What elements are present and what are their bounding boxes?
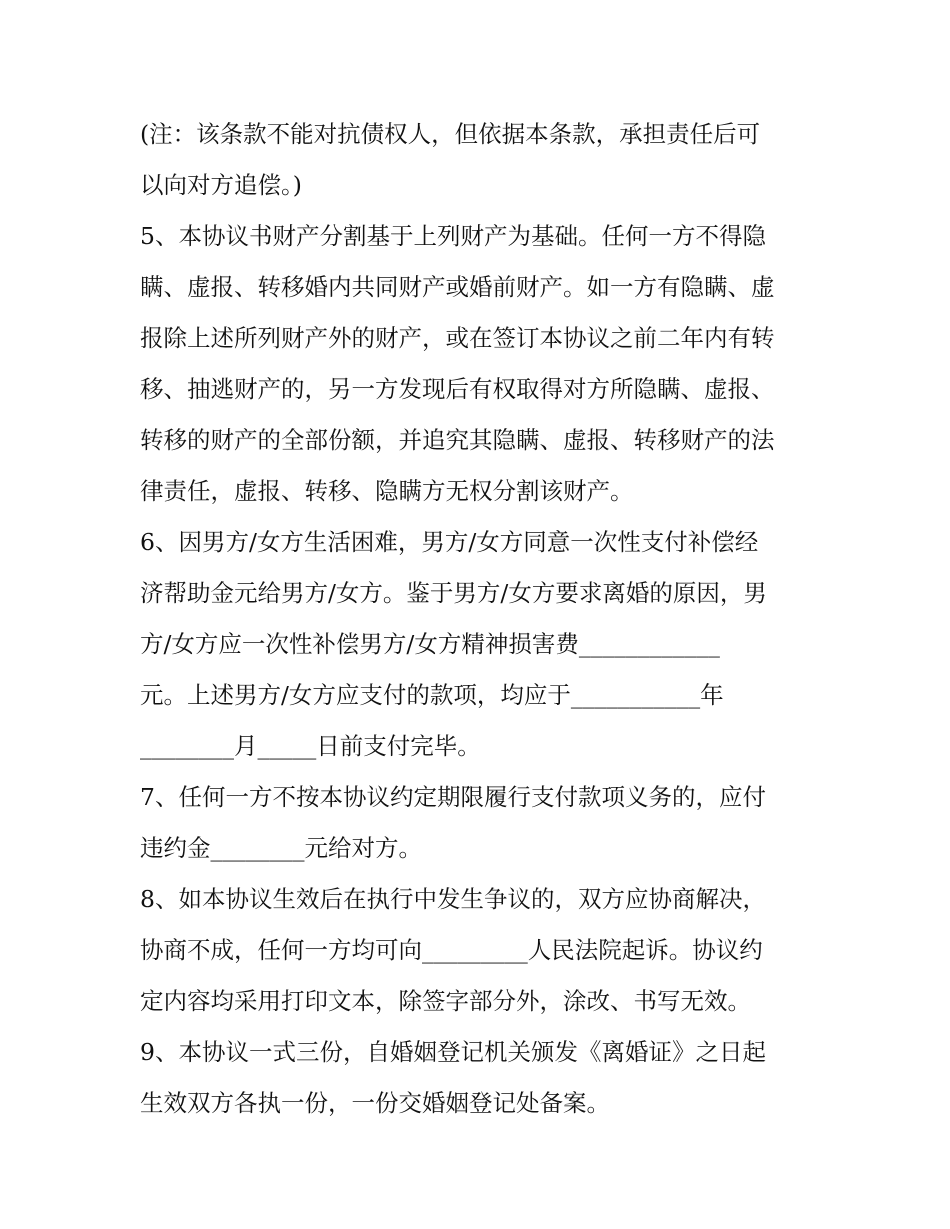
clause-7-line-1: 7、任何一方不按本协议约定期限履行支付款项义务的，应付 [140, 783, 766, 811]
clause-5-line-2: 瞒、虚报、转移婚内共同财产或婚前财产。如一方有隐瞒、虚 [140, 273, 775, 301]
clause-5-line-4: 移、抽逃财产的，另一方发现后有权取得对方所隐瞒、虚报、 [140, 375, 775, 403]
clause-6-line-1: 6、因男方/女方生活困难，男方/女方同意一次性支付补偿经 [140, 528, 759, 556]
clause-8-line-2: 协商不成，任何一方均可向_________人民法院起诉。协议约 [140, 936, 763, 964]
clause-8-line-1: 8、如本协议生效后在执行中发生争议的，双方应协商解决， [140, 885, 766, 913]
note-line-2: 以向对方追偿。) [140, 171, 302, 199]
clause-7-line-2: 违约金________元给对方。 [140, 834, 422, 862]
clause-5-line-5: 转移的财产的全部份额，并追究其隐瞒、虚报、转移财产的法 [140, 426, 775, 454]
clause-6-line-5: ________月_____日前支付完毕。 [140, 732, 481, 760]
clause-6-line-3: 方/女方应一次性补偿男方/女方精神损害费____________ [140, 630, 720, 658]
clause-6-line-2: 济帮助金元给男方/女方。鉴于男方/女方要求离婚的原因，男 [140, 579, 767, 607]
clause-9-line-2: 生效双方各执一份，一份交婚姻登记处备案。 [140, 1089, 610, 1117]
document-body [140, 109, 820, 1129]
note-line-1: (注：该条款不能对抗债权人，但依据本条款，承担责任后可 [140, 120, 761, 148]
clause-5-line-6: 律责任，虚报、转移、隐瞒方无权分割该财产。 [140, 477, 634, 505]
clause-5-line-3: 报除上述所列财产外的财产，或在签订本协议之前二年内有转 [140, 324, 775, 352]
clause-5-line-1: 5、本协议书财产分割基于上列财产为基础。任何一方不得隐 [140, 222, 766, 250]
clause-8-line-3: 定内容均采用打印文本，除签字部分外，涂改、书写无效。 [140, 987, 751, 1015]
clause-6-line-4: 元。上述男方/女方应支付的款项，均应于___________年 [140, 681, 724, 709]
clause-9-line-1: 9、本协议一式三份，自婚姻登记机关颁发《离婚证》之日起 [140, 1038, 766, 1066]
